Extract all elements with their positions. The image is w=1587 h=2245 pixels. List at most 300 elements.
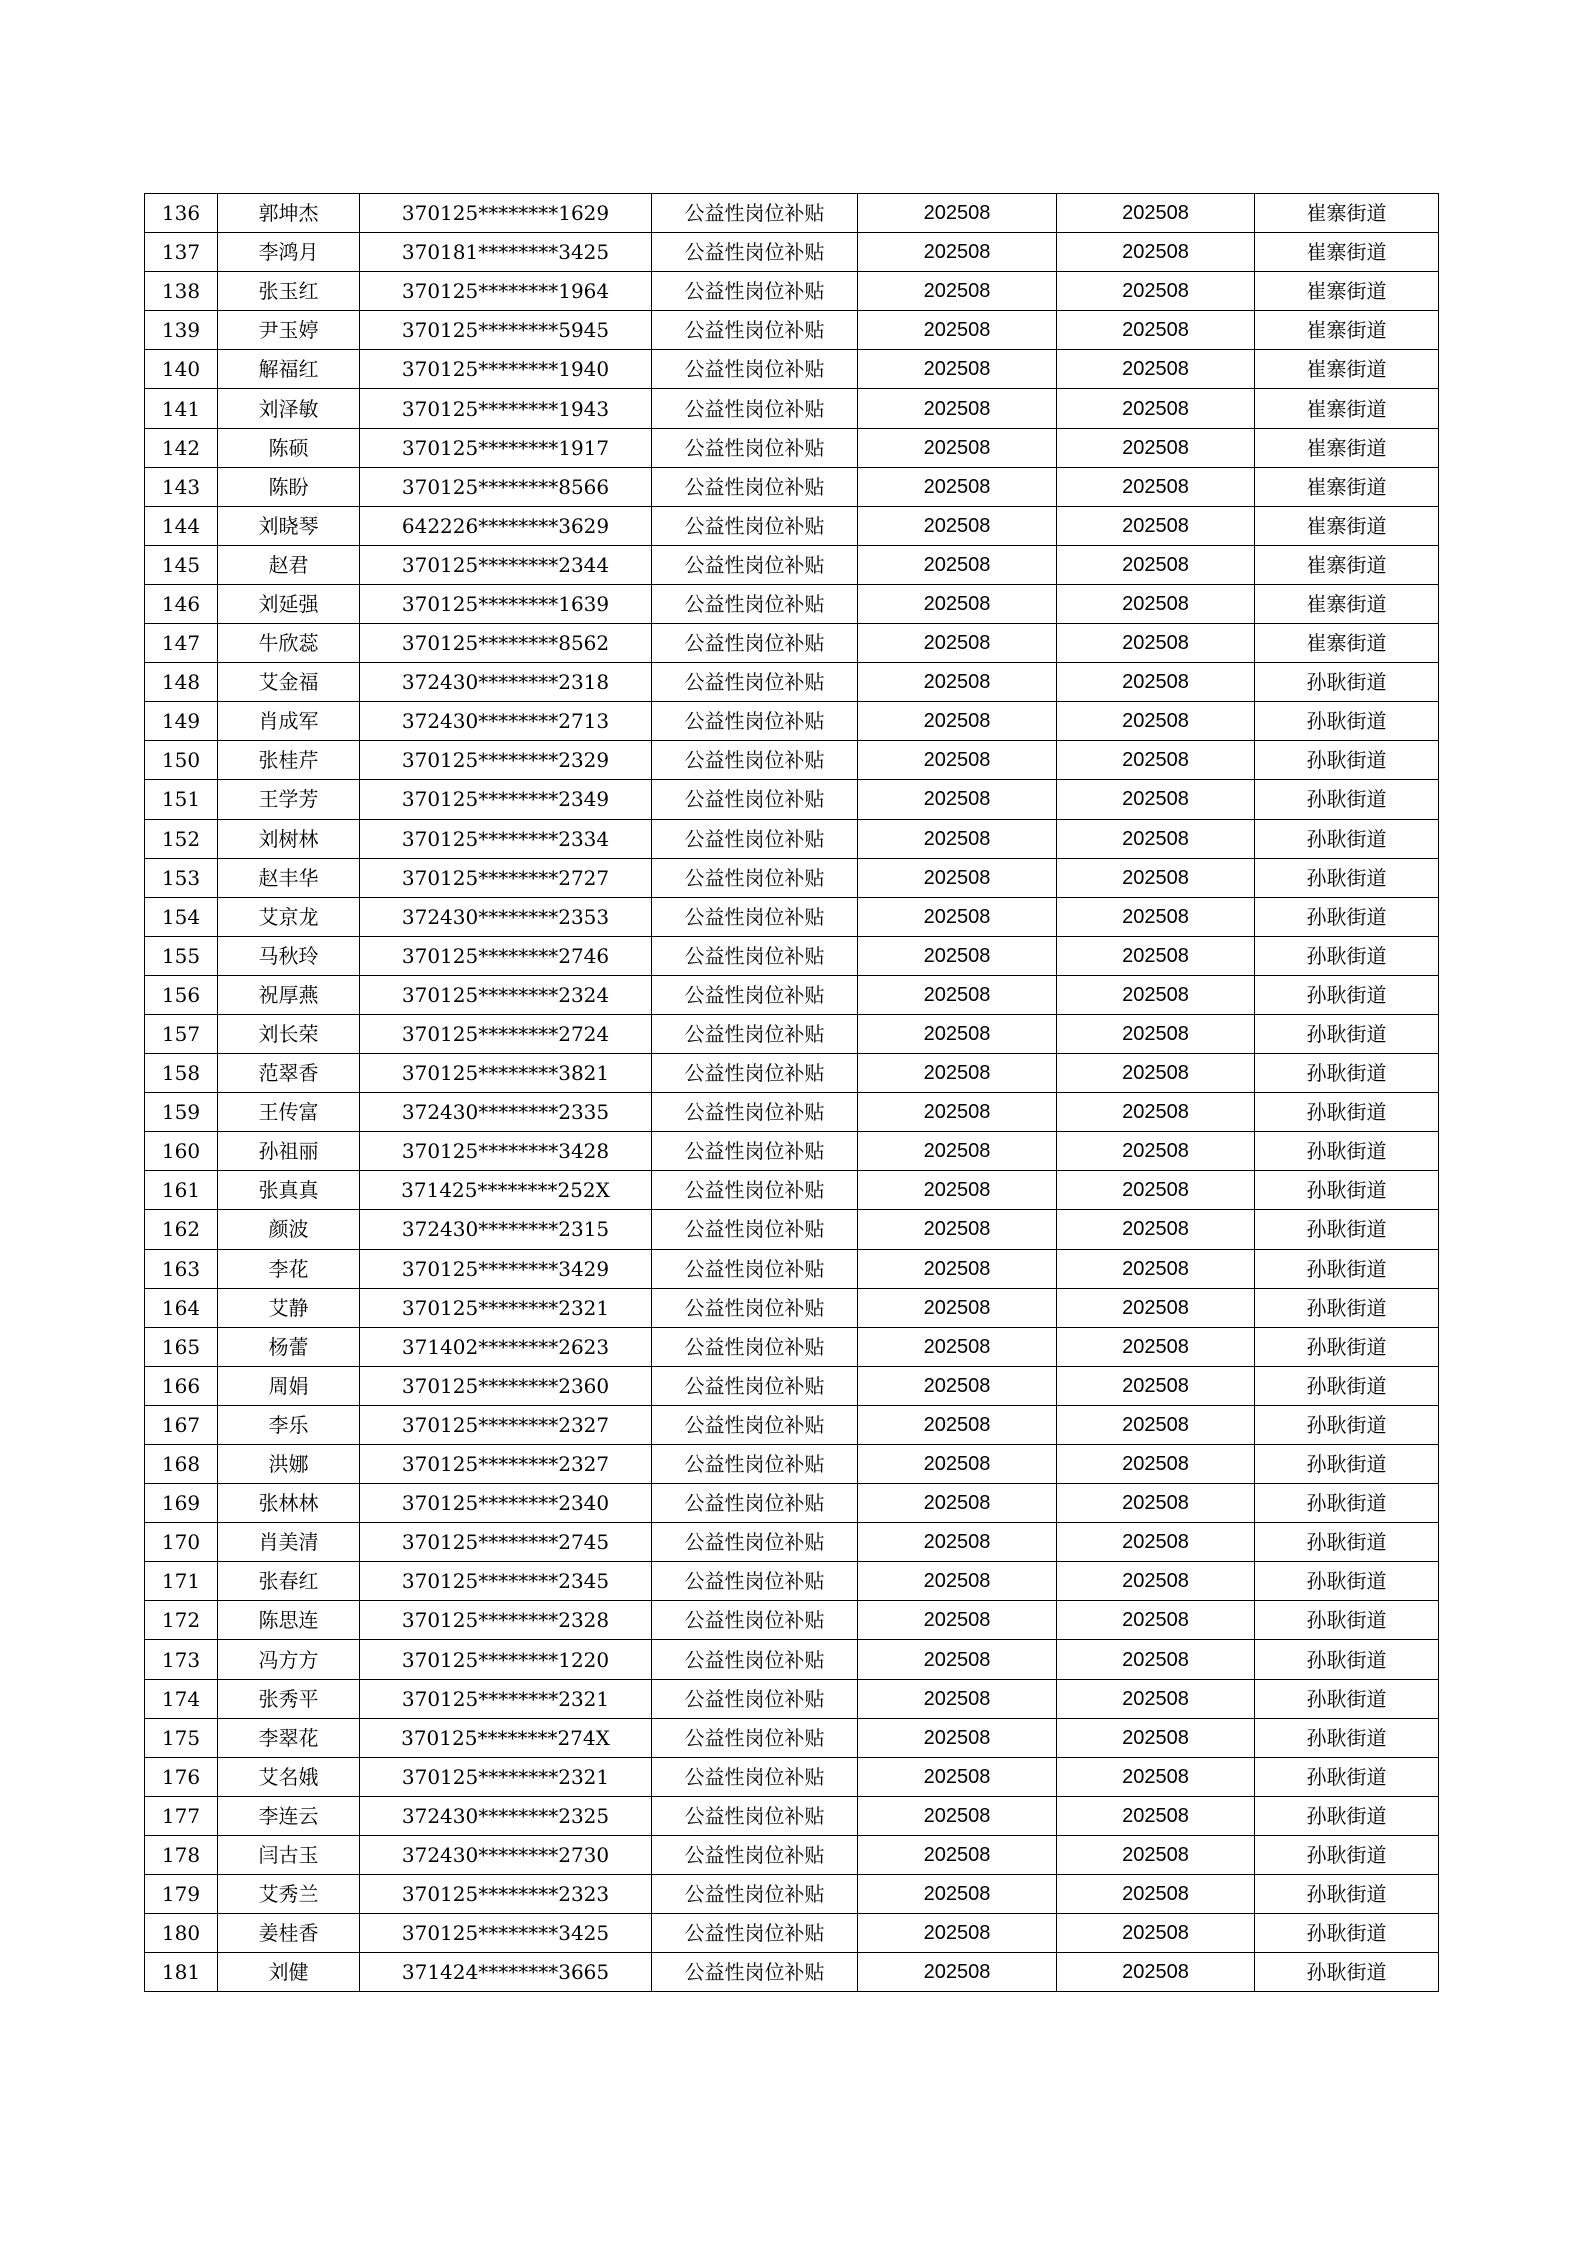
row-number-cell: 167 xyxy=(145,1405,218,1444)
person-name-cell: 尹玉婷 xyxy=(218,311,360,350)
street-office-cell: 孙耿街道 xyxy=(1255,1014,1439,1053)
street-office-cell: 孙耿街道 xyxy=(1255,1445,1439,1484)
street-office-cell: 孙耿街道 xyxy=(1255,1366,1439,1405)
street-office-cell: 崔寨街道 xyxy=(1255,506,1439,545)
subsidy-type-cell: 公益性岗位补贴 xyxy=(652,1405,858,1444)
row-number-cell: 166 xyxy=(145,1366,218,1405)
id-number-cell: 372430********2335 xyxy=(360,1093,652,1132)
id-number-cell: 370125********2323 xyxy=(360,1875,652,1914)
person-name-cell: 刘健 xyxy=(218,1953,360,1992)
row-number-cell: 153 xyxy=(145,858,218,897)
row-number-cell: 156 xyxy=(145,975,218,1014)
table-row xyxy=(145,858,1439,897)
person-name-cell: 郭坤杰 xyxy=(218,194,360,233)
person-name-cell: 刘泽敏 xyxy=(218,389,360,428)
table-row xyxy=(145,311,1439,350)
start-month-cell: 202508 xyxy=(858,1796,1057,1835)
start-month-cell: 202508 xyxy=(858,467,1057,506)
start-month-cell: 202508 xyxy=(858,1405,1057,1444)
person-name-cell: 杨蕾 xyxy=(218,1327,360,1366)
id-number-cell: 370125********1629 xyxy=(360,194,652,233)
row-number-cell: 178 xyxy=(145,1835,218,1874)
street-office-cell: 孙耿街道 xyxy=(1255,897,1439,936)
end-month-cell: 202508 xyxy=(1057,389,1255,428)
table-row xyxy=(145,1640,1439,1679)
row-number-cell: 139 xyxy=(145,311,218,350)
end-month-cell: 202508 xyxy=(1057,311,1255,350)
row-number-cell: 170 xyxy=(145,1523,218,1562)
start-month-cell: 202508 xyxy=(858,975,1057,1014)
street-office-cell: 孙耿街道 xyxy=(1255,1953,1439,1992)
start-month-cell: 202508 xyxy=(858,1132,1057,1171)
table-row xyxy=(145,1523,1439,1562)
table-row xyxy=(145,1171,1439,1210)
person-name-cell: 陈硕 xyxy=(218,428,360,467)
start-month-cell: 202508 xyxy=(858,350,1057,389)
end-month-cell: 202508 xyxy=(1057,1014,1255,1053)
end-month-cell: 202508 xyxy=(1057,1796,1255,1835)
street-office-cell: 孙耿街道 xyxy=(1255,1914,1439,1953)
subsidy-type-cell: 公益性岗位补贴 xyxy=(652,663,858,702)
row-number-cell: 151 xyxy=(145,780,218,819)
end-month-cell: 202508 xyxy=(1057,1249,1255,1288)
table-row xyxy=(145,1914,1439,1953)
id-number-cell: 370125********8562 xyxy=(360,624,652,663)
id-number-cell: 370125********2321 xyxy=(360,1288,652,1327)
end-month-cell: 202508 xyxy=(1057,858,1255,897)
start-month-cell: 202508 xyxy=(858,1718,1057,1757)
subsidy-type-cell: 公益性岗位补贴 xyxy=(652,1914,858,1953)
start-month-cell: 202508 xyxy=(858,272,1057,311)
person-name-cell: 肖成军 xyxy=(218,702,360,741)
row-number-cell: 148 xyxy=(145,663,218,702)
subsidy-type-cell: 公益性岗位补贴 xyxy=(652,1679,858,1718)
person-name-cell: 李翠花 xyxy=(218,1718,360,1757)
start-month-cell: 202508 xyxy=(858,1562,1057,1601)
table-row xyxy=(145,780,1439,819)
start-month-cell: 202508 xyxy=(858,702,1057,741)
start-month-cell: 202508 xyxy=(858,936,1057,975)
table-row xyxy=(145,272,1439,311)
subsidy-type-cell: 公益性岗位补贴 xyxy=(652,1014,858,1053)
end-month-cell: 202508 xyxy=(1057,741,1255,780)
id-number-cell: 370125********3425 xyxy=(360,1914,652,1953)
start-month-cell: 202508 xyxy=(858,1288,1057,1327)
row-number-cell: 164 xyxy=(145,1288,218,1327)
table-row xyxy=(145,1796,1439,1835)
person-name-cell: 马秋玲 xyxy=(218,936,360,975)
subsidy-type-cell: 公益性岗位补贴 xyxy=(652,1875,858,1914)
start-month-cell: 202508 xyxy=(858,1601,1057,1640)
table-row xyxy=(145,1835,1439,1874)
row-number-cell: 142 xyxy=(145,428,218,467)
row-number-cell: 171 xyxy=(145,1562,218,1601)
person-name-cell: 牛欣蕊 xyxy=(218,624,360,663)
id-number-cell: 370125********1943 xyxy=(360,389,652,428)
street-office-cell: 孙耿街道 xyxy=(1255,1210,1439,1249)
person-name-cell: 李乐 xyxy=(218,1405,360,1444)
subsidy-type-cell: 公益性岗位补贴 xyxy=(652,1210,858,1249)
row-number-cell: 136 xyxy=(145,194,218,233)
street-office-cell: 孙耿街道 xyxy=(1255,1327,1439,1366)
street-office-cell: 孙耿街道 xyxy=(1255,819,1439,858)
street-office-cell: 孙耿街道 xyxy=(1255,1171,1439,1210)
end-month-cell: 202508 xyxy=(1057,1718,1255,1757)
subsidy-type-cell: 公益性岗位补贴 xyxy=(652,233,858,272)
subsidy-type-cell: 公益性岗位补贴 xyxy=(652,272,858,311)
subsidy-type-cell: 公益性岗位补贴 xyxy=(652,819,858,858)
table-row xyxy=(145,1562,1439,1601)
street-office-cell: 孙耿街道 xyxy=(1255,741,1439,780)
person-name-cell: 孙祖丽 xyxy=(218,1132,360,1171)
street-office-cell: 孙耿街道 xyxy=(1255,858,1439,897)
table-row xyxy=(145,584,1439,623)
row-number-cell: 137 xyxy=(145,233,218,272)
row-number-cell: 143 xyxy=(145,467,218,506)
person-name-cell: 范翠香 xyxy=(218,1054,360,1093)
start-month-cell: 202508 xyxy=(858,506,1057,545)
row-number-cell: 159 xyxy=(145,1093,218,1132)
id-number-cell: 642226********3629 xyxy=(360,506,652,545)
subsidy-type-cell: 公益性岗位补贴 xyxy=(652,545,858,584)
person-name-cell: 刘晓琴 xyxy=(218,506,360,545)
row-number-cell: 158 xyxy=(145,1054,218,1093)
id-number-cell: 371425********252X xyxy=(360,1171,652,1210)
id-number-cell: 370125********2328 xyxy=(360,1601,652,1640)
id-number-cell: 370125********2724 xyxy=(360,1014,652,1053)
end-month-cell: 202508 xyxy=(1057,1484,1255,1523)
subsidy-type-cell: 公益性岗位补贴 xyxy=(652,194,858,233)
row-number-cell: 175 xyxy=(145,1718,218,1757)
start-month-cell: 202508 xyxy=(858,741,1057,780)
row-number-cell: 150 xyxy=(145,741,218,780)
row-number-cell: 177 xyxy=(145,1796,218,1835)
id-number-cell: 371424********3665 xyxy=(360,1953,652,1992)
subsidy-type-cell: 公益性岗位补贴 xyxy=(652,1327,858,1366)
person-name-cell: 陈盼 xyxy=(218,467,360,506)
end-month-cell: 202508 xyxy=(1057,1132,1255,1171)
street-office-cell: 孙耿街道 xyxy=(1255,1523,1439,1562)
end-month-cell: 202508 xyxy=(1057,506,1255,545)
id-number-cell: 372430********2318 xyxy=(360,663,652,702)
start-month-cell: 202508 xyxy=(858,389,1057,428)
street-office-cell: 崔寨街道 xyxy=(1255,194,1439,233)
end-month-cell: 202508 xyxy=(1057,663,1255,702)
subsidy-type-cell: 公益性岗位补贴 xyxy=(652,1835,858,1874)
table-row xyxy=(145,194,1439,233)
table-row xyxy=(145,1288,1439,1327)
end-month-cell: 202508 xyxy=(1057,545,1255,584)
start-month-cell: 202508 xyxy=(858,858,1057,897)
row-number-cell: 174 xyxy=(145,1679,218,1718)
table-row xyxy=(145,1366,1439,1405)
subsidy-type-cell: 公益性岗位补贴 xyxy=(652,936,858,975)
start-month-cell: 202508 xyxy=(858,584,1057,623)
id-number-cell: 372430********2353 xyxy=(360,897,652,936)
id-number-cell: 370125********274X xyxy=(360,1718,652,1757)
end-month-cell: 202508 xyxy=(1057,1171,1255,1210)
id-number-cell: 370125********1639 xyxy=(360,584,652,623)
start-month-cell: 202508 xyxy=(858,819,1057,858)
end-month-cell: 202508 xyxy=(1057,624,1255,663)
row-number-cell: 154 xyxy=(145,897,218,936)
id-number-cell: 370125********2327 xyxy=(360,1405,652,1444)
end-month-cell: 202508 xyxy=(1057,1757,1255,1796)
end-month-cell: 202508 xyxy=(1057,702,1255,741)
person-name-cell: 王传富 xyxy=(218,1093,360,1132)
start-month-cell: 202508 xyxy=(858,1366,1057,1405)
subsidy-type-cell: 公益性岗位补贴 xyxy=(652,584,858,623)
person-name-cell: 张桂芹 xyxy=(218,741,360,780)
id-number-cell: 370181********3425 xyxy=(360,233,652,272)
start-month-cell: 202508 xyxy=(858,1054,1057,1093)
street-office-cell: 孙耿街道 xyxy=(1255,1405,1439,1444)
subsidy-type-cell: 公益性岗位补贴 xyxy=(652,1366,858,1405)
start-month-cell: 202508 xyxy=(858,1014,1057,1053)
subsidy-type-cell: 公益性岗位补贴 xyxy=(652,1054,858,1093)
table-row xyxy=(145,1601,1439,1640)
id-number-cell: 370125********2349 xyxy=(360,780,652,819)
end-month-cell: 202508 xyxy=(1057,1445,1255,1484)
person-name-cell: 艾名娥 xyxy=(218,1757,360,1796)
person-name-cell: 张林林 xyxy=(218,1484,360,1523)
subsidy-type-cell: 公益性岗位补贴 xyxy=(652,467,858,506)
row-number-cell: 147 xyxy=(145,624,218,663)
street-office-cell: 孙耿街道 xyxy=(1255,975,1439,1014)
street-office-cell: 崔寨街道 xyxy=(1255,584,1439,623)
id-number-cell: 370125********1220 xyxy=(360,1640,652,1679)
id-number-cell: 370125********3428 xyxy=(360,1132,652,1171)
id-number-cell: 370125********1964 xyxy=(360,272,652,311)
table-row xyxy=(145,1249,1439,1288)
table-row xyxy=(145,1210,1439,1249)
start-month-cell: 202508 xyxy=(858,1953,1057,1992)
end-month-cell: 202508 xyxy=(1057,975,1255,1014)
table-row xyxy=(145,624,1439,663)
street-office-cell: 崔寨街道 xyxy=(1255,389,1439,428)
end-month-cell: 202508 xyxy=(1057,897,1255,936)
subsidy-type-cell: 公益性岗位补贴 xyxy=(652,1757,858,1796)
start-month-cell: 202508 xyxy=(858,1093,1057,1132)
row-number-cell: 169 xyxy=(145,1484,218,1523)
street-office-cell: 崔寨街道 xyxy=(1255,233,1439,272)
end-month-cell: 202508 xyxy=(1057,1953,1255,1992)
subsidy-type-cell: 公益性岗位补贴 xyxy=(652,1796,858,1835)
id-number-cell: 370125********2324 xyxy=(360,975,652,1014)
row-number-cell: 149 xyxy=(145,702,218,741)
start-month-cell: 202508 xyxy=(858,1679,1057,1718)
subsidy-type-cell: 公益性岗位补贴 xyxy=(652,350,858,389)
row-number-cell: 141 xyxy=(145,389,218,428)
table-row xyxy=(145,350,1439,389)
start-month-cell: 202508 xyxy=(858,311,1057,350)
row-number-cell: 179 xyxy=(145,1875,218,1914)
start-month-cell: 202508 xyxy=(858,1171,1057,1210)
end-month-cell: 202508 xyxy=(1057,467,1255,506)
street-office-cell: 孙耿街道 xyxy=(1255,936,1439,975)
start-month-cell: 202508 xyxy=(858,1875,1057,1914)
id-number-cell: 370125********2327 xyxy=(360,1445,652,1484)
id-number-cell: 370125********2340 xyxy=(360,1484,652,1523)
table-row xyxy=(145,1445,1439,1484)
person-name-cell: 李花 xyxy=(218,1249,360,1288)
street-office-cell: 孙耿街道 xyxy=(1255,1640,1439,1679)
street-office-cell: 崔寨街道 xyxy=(1255,545,1439,584)
start-month-cell: 202508 xyxy=(858,897,1057,936)
street-office-cell: 孙耿街道 xyxy=(1255,1249,1439,1288)
id-number-cell: 370125********2329 xyxy=(360,741,652,780)
person-name-cell: 艾金福 xyxy=(218,663,360,702)
subsidy-type-cell: 公益性岗位补贴 xyxy=(652,1171,858,1210)
end-month-cell: 202508 xyxy=(1057,936,1255,975)
table-row xyxy=(145,545,1439,584)
person-name-cell: 张秀平 xyxy=(218,1679,360,1718)
street-office-cell: 孙耿街道 xyxy=(1255,702,1439,741)
person-name-cell: 艾秀兰 xyxy=(218,1875,360,1914)
subsidy-type-cell: 公益性岗位补贴 xyxy=(652,506,858,545)
row-number-cell: 140 xyxy=(145,350,218,389)
street-office-cell: 崔寨街道 xyxy=(1255,428,1439,467)
start-month-cell: 202508 xyxy=(858,428,1057,467)
table-row xyxy=(145,1014,1439,1053)
subsidy-type-cell: 公益性岗位补贴 xyxy=(652,1484,858,1523)
person-name-cell: 赵丰华 xyxy=(218,858,360,897)
end-month-cell: 202508 xyxy=(1057,1601,1255,1640)
person-name-cell: 张真真 xyxy=(218,1171,360,1210)
table-row xyxy=(145,975,1439,1014)
table-row xyxy=(145,1093,1439,1132)
end-month-cell: 202508 xyxy=(1057,1210,1255,1249)
end-month-cell: 202508 xyxy=(1057,1366,1255,1405)
table-row xyxy=(145,1679,1439,1718)
subsidy-type-cell: 公益性岗位补贴 xyxy=(652,624,858,663)
table-row xyxy=(145,1718,1439,1757)
row-number-cell: 146 xyxy=(145,584,218,623)
person-name-cell: 刘长荣 xyxy=(218,1014,360,1053)
person-name-cell: 艾京龙 xyxy=(218,897,360,936)
id-number-cell: 370125********2745 xyxy=(360,1523,652,1562)
person-name-cell: 颜波 xyxy=(218,1210,360,1249)
start-month-cell: 202508 xyxy=(858,1523,1057,1562)
subsidy-type-cell: 公益性岗位补贴 xyxy=(652,311,858,350)
subsidy-type-cell: 公益性岗位补贴 xyxy=(652,741,858,780)
end-month-cell: 202508 xyxy=(1057,1679,1255,1718)
person-name-cell: 李连云 xyxy=(218,1796,360,1835)
row-number-cell: 160 xyxy=(145,1132,218,1171)
subsidy-type-cell: 公益性岗位补贴 xyxy=(652,858,858,897)
street-office-cell: 孙耿街道 xyxy=(1255,1288,1439,1327)
subsidy-type-cell: 公益性岗位补贴 xyxy=(652,428,858,467)
end-month-cell: 202508 xyxy=(1057,428,1255,467)
table-row xyxy=(145,506,1439,545)
street-office-cell: 孙耿街道 xyxy=(1255,1757,1439,1796)
table-row xyxy=(145,1054,1439,1093)
table-row xyxy=(145,663,1439,702)
id-number-cell: 372430********2325 xyxy=(360,1796,652,1835)
start-month-cell: 202508 xyxy=(858,780,1057,819)
subsidy-type-cell: 公益性岗位补贴 xyxy=(652,1601,858,1640)
street-office-cell: 孙耿街道 xyxy=(1255,1484,1439,1523)
subsidy-type-cell: 公益性岗位补贴 xyxy=(652,1249,858,1288)
start-month-cell: 202508 xyxy=(858,1484,1057,1523)
person-name-cell: 洪娜 xyxy=(218,1445,360,1484)
id-number-cell: 370125********5945 xyxy=(360,311,652,350)
person-name-cell: 刘延强 xyxy=(218,584,360,623)
subsidy-type-cell: 公益性岗位补贴 xyxy=(652,1562,858,1601)
row-number-cell: 162 xyxy=(145,1210,218,1249)
subsidy-type-cell: 公益性岗位补贴 xyxy=(652,389,858,428)
person-name-cell: 赵君 xyxy=(218,545,360,584)
subsidy-roster-table xyxy=(144,193,1439,1992)
street-office-cell: 孙耿街道 xyxy=(1255,1562,1439,1601)
row-number-cell: 163 xyxy=(145,1249,218,1288)
subsidy-type-cell: 公益性岗位补贴 xyxy=(652,1718,858,1757)
subsidy-type-cell: 公益性岗位补贴 xyxy=(652,702,858,741)
id-number-cell: 370125********8566 xyxy=(360,467,652,506)
table-row xyxy=(145,1484,1439,1523)
street-office-cell: 孙耿街道 xyxy=(1255,1718,1439,1757)
person-name-cell: 张玉红 xyxy=(218,272,360,311)
end-month-cell: 202508 xyxy=(1057,1288,1255,1327)
table-row xyxy=(145,819,1439,858)
person-name-cell: 李鸿月 xyxy=(218,233,360,272)
row-number-cell: 168 xyxy=(145,1445,218,1484)
end-month-cell: 202508 xyxy=(1057,1875,1255,1914)
row-number-cell: 176 xyxy=(145,1757,218,1796)
end-month-cell: 202508 xyxy=(1057,1562,1255,1601)
street-office-cell: 孙耿街道 xyxy=(1255,1054,1439,1093)
person-name-cell: 姜桂香 xyxy=(218,1914,360,1953)
street-office-cell: 崔寨街道 xyxy=(1255,624,1439,663)
end-month-cell: 202508 xyxy=(1057,1835,1255,1874)
id-number-cell: 370125********2344 xyxy=(360,545,652,584)
street-office-cell: 孙耿街道 xyxy=(1255,663,1439,702)
start-month-cell: 202508 xyxy=(858,1327,1057,1366)
start-month-cell: 202508 xyxy=(858,1914,1057,1953)
row-number-cell: 161 xyxy=(145,1171,218,1210)
person-name-cell: 周娟 xyxy=(218,1366,360,1405)
id-number-cell: 370125********1917 xyxy=(360,428,652,467)
table-row xyxy=(145,233,1439,272)
end-month-cell: 202508 xyxy=(1057,819,1255,858)
street-office-cell: 孙耿街道 xyxy=(1255,1835,1439,1874)
start-month-cell: 202508 xyxy=(858,545,1057,584)
table-row xyxy=(145,1405,1439,1444)
row-number-cell: 145 xyxy=(145,545,218,584)
end-month-cell: 202508 xyxy=(1057,1405,1255,1444)
table-row xyxy=(145,1132,1439,1171)
id-number-cell: 370125********2321 xyxy=(360,1757,652,1796)
id-number-cell: 370125********2727 xyxy=(360,858,652,897)
end-month-cell: 202508 xyxy=(1057,1523,1255,1562)
street-office-cell: 崔寨街道 xyxy=(1255,350,1439,389)
id-number-cell: 372430********2315 xyxy=(360,1210,652,1249)
start-month-cell: 202508 xyxy=(858,1640,1057,1679)
start-month-cell: 202508 xyxy=(858,1835,1057,1874)
person-name-cell: 陈思连 xyxy=(218,1601,360,1640)
row-number-cell: 180 xyxy=(145,1914,218,1953)
row-number-cell: 173 xyxy=(145,1640,218,1679)
start-month-cell: 202508 xyxy=(858,1249,1057,1288)
id-number-cell: 370125********1940 xyxy=(360,350,652,389)
start-month-cell: 202508 xyxy=(858,194,1057,233)
table-body xyxy=(145,194,1439,1992)
person-name-cell: 张春红 xyxy=(218,1562,360,1601)
person-name-cell: 刘树林 xyxy=(218,819,360,858)
street-office-cell: 崔寨街道 xyxy=(1255,467,1439,506)
subsidy-type-cell: 公益性岗位补贴 xyxy=(652,1093,858,1132)
street-office-cell: 孙耿街道 xyxy=(1255,780,1439,819)
